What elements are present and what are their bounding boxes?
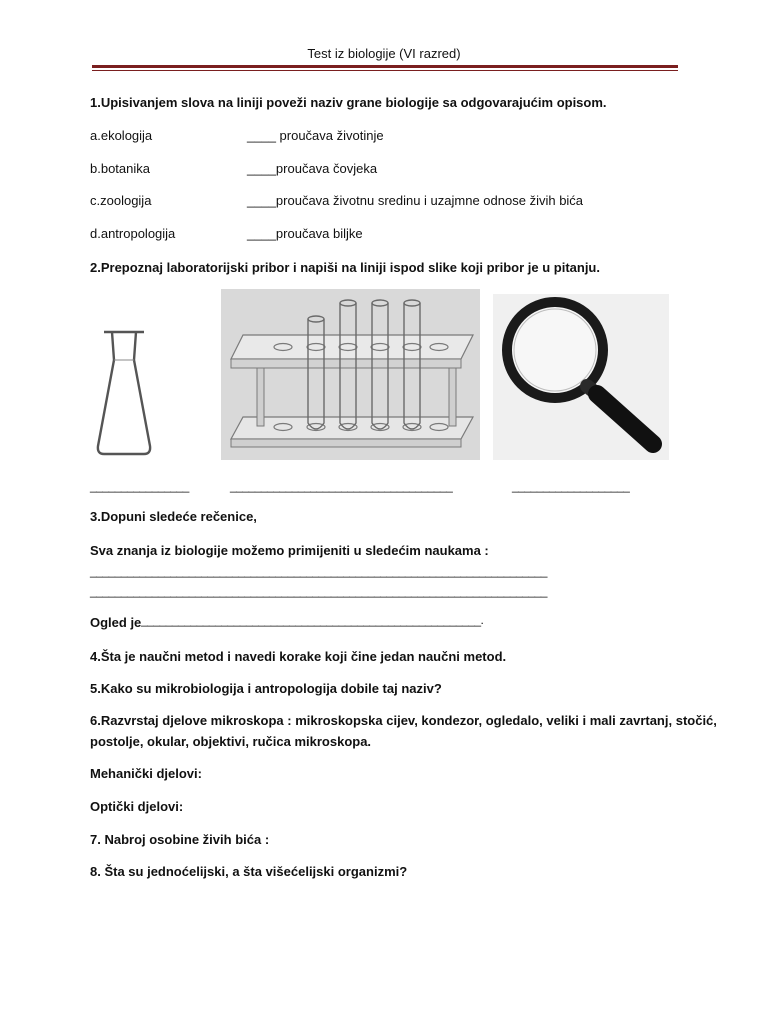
answer-line-2[interactable]: ____________________________________ bbox=[230, 479, 453, 493]
page-title: Test iz biologije (VI razred) bbox=[307, 46, 461, 61]
question-8-title: 8. Šta su jednoćelijski, a šta višećelijski organizmi? bbox=[90, 864, 408, 879]
q3-answer-line-1[interactable]: __________________________________________________________________________ bbox=[90, 564, 547, 578]
q6-optical-label: Optički djelovi: bbox=[90, 799, 184, 814]
question-6-title-line-1: 6.Razvrstaj djelove mikroskopa : mikroskopska cijev, kondezor, ogledalo, veliki i mali zavrtanj, stočić, bbox=[90, 713, 717, 728]
test-tube-rack-icon bbox=[221, 289, 480, 460]
header-rule-thick bbox=[92, 65, 678, 68]
answer-line-1[interactable]: ________________ bbox=[90, 479, 189, 493]
erlenmeyer-flask-icon bbox=[90, 326, 158, 460]
q1-term-a: a.ekologija bbox=[90, 128, 153, 143]
answer-line-3[interactable]: ___________________ bbox=[512, 479, 630, 493]
question-2-title: 2.Prepoznaj laboratorijski pribor i napiši na liniji ispod slike koji pribor je u pitanju. bbox=[90, 260, 600, 275]
q1-term-d: d.antropologija bbox=[90, 226, 176, 241]
q1-desc-d[interactable]: ____proučava biljke bbox=[247, 226, 363, 241]
question-3-title: 3.Dopuni sledeće rečenice, bbox=[90, 509, 257, 524]
header-rule-thin bbox=[92, 70, 678, 71]
question-1-title: 1.Upisivanjem slova na liniji poveži naziv grane biologije sa odgovarajućim opisom. bbox=[90, 95, 607, 110]
q1-desc-b[interactable]: ____proučava čovjeka bbox=[247, 161, 378, 176]
question-6-title-line-2: postolje, okular, objektivi, ručica mikroskopa. bbox=[90, 734, 372, 749]
q3-sentence-1: Sva znanja iz biologije možemo primijeniti u sledećim naukama : bbox=[90, 543, 489, 558]
q1-desc-a[interactable]: ____ proučava životinje bbox=[247, 128, 384, 143]
question-5-title: 5.Kako su mikrobiologija i antropologija dobile taj naziv? bbox=[90, 681, 442, 696]
magnifying-glass-icon bbox=[493, 294, 669, 460]
question-4-title: 4.Šta je naučni metod i navedi korake koji čine jedan naučni metod. bbox=[90, 649, 507, 664]
q1-term-c: c.zoologija bbox=[90, 193, 152, 208]
q3-ogled-label: Ogled je bbox=[90, 615, 142, 630]
q3-ogled-line[interactable]: _______________________________________________________. bbox=[141, 613, 484, 627]
q6-mechanical-label: Mehanički djelovi: bbox=[90, 766, 202, 781]
q1-desc-c[interactable]: ____proučava životnu sredinu i uzajmne odnose živih bića bbox=[247, 193, 584, 208]
q1-term-b: b.botanika bbox=[90, 161, 150, 176]
q3-answer-line-2[interactable]: __________________________________________________________________________ bbox=[90, 584, 547, 598]
question-7-title: 7. Nabroj osobine živih bića : bbox=[90, 832, 270, 847]
